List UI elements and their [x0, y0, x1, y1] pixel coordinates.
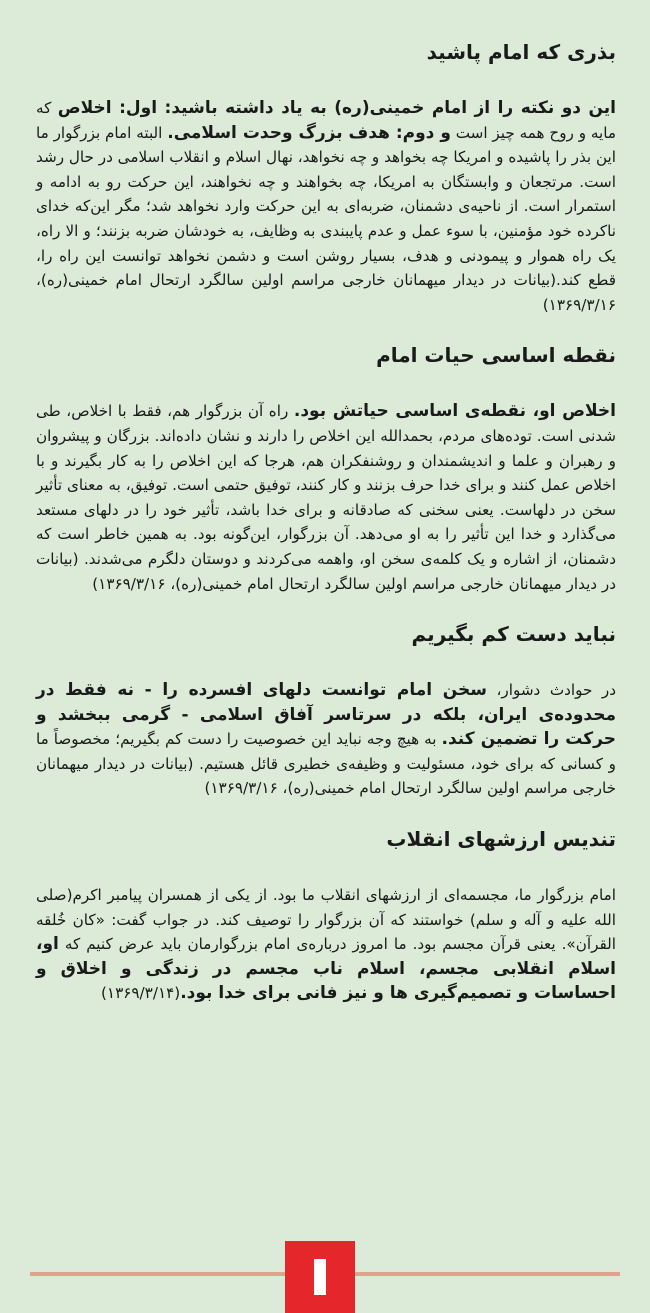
- body-text: در حوادث دشوار،: [486, 681, 616, 700]
- body-text: البته امام بزرگوار ما این بذر را پاشیده و امریکا چه بخواهد و چه نخواهد، نهال اسلام و انقلاب اسلامی در حال رشد است. مرتجعان و وابستگان به امریکا، چه بخواهند و چه نخواهند، این حرکت رو به ادامه و استمرار است. از ناحیه‌ی دشمنان، ضربه‌ای به این حرکت وارد نخواهد شد؛ مگر این‌که خدای ناکرده خود مؤمنین، با سوء عمل و عدم پایبندی به وظایف، به خودشان ضربه بزنند؛ و الا راه، یک راه هموار و پیمودنی و هدف، بسیار روشن است و دشمن نخواهد توانست این راه را، قطع کند.(بیانات در دیدار میهمانان خارجی مراسم اولین سالگرد ارتحال امام خمینی(ره)، ۱۳۶۹/۳/۱۶): [36, 123, 616, 314]
- section-4: [36, 825, 616, 1006]
- section-title: نباید دست کم بگیریم: [411, 622, 616, 647]
- section-2: [36, 341, 616, 596]
- body-text: که مایه و روح همه چیز است: [36, 99, 617, 142]
- body-text: به هیچ وجه نباید این خصوصیت را دست کم بگیریم؛ مخصوصاً ما و کسانی که برای خود، مسئولیت و وظیفه‌ی خطیری قائل هستیم. (بیانات در دیدار میهمانان خارجی مراسم اولین سالگرد ارتحال امام خمینی(ره)، ۱۳۶۹/۳/۱۶): [36, 730, 616, 798]
- section-body: [36, 883, 616, 1006]
- bold-text: او، اسلام انقلابی مجسم، اسلام ناب مجسم در زندگی و اخلاق و احساسات و تصمیم‌گیری ها و نیز فانی برای خدا بود.: [36, 934, 616, 1004]
- page-marker: [285, 1241, 355, 1313]
- bold-text: سخن امام توانست دلهای افسرده را - نه فقط در محدوده‌ی ایران، بلکه در سرتاسر آفاق اسلامی - گرمی ببخشد و حرکت را تضمین کند.: [36, 680, 617, 750]
- body-text: (۱۳۶۹/۳/۱۴): [100, 984, 181, 1003]
- body-text: راه آن بزرگوار هم، فقط با اخلاص، طی شدنی است. توده‌های مردم، بحمدالله این اخلاص را دارند و نشان داده‌اند. بزرگان و پیشروان و رهبران و علما و اندیشمندان و روشنفکران هم، هرجا که این اخلاص را به کار بگیرند و با اخلاص عمل کنند و برای خدا حرف بزنند و کار کنند، توفیق حتمی است. توفیق، به معنای تأثیر سخن در دلهاست. یعنی سخنی که صادقانه و برای خدا باشد، تأثیر خود را در دلهای مستعد می‌گذارد و خدا این تأثیر را به او می‌دهد. آن بزرگوار، این‌گونه بود. به همین خاطر است که دشمنان، از اشاره و یک کلمه‌ی سخن او، واهمه می‌کردند و دوستان دلگرم می‌شدند. (بیانات در دیدار میهمانان خارجی مراسم اولین سالگرد ارتحال امام خمینی(ره)، ۱۳۶۹/۳/۱۶): [36, 402, 616, 593]
- bold-text: این دو نکته را از امام خمینی(ره) به یاد داشته باشید: اول: اخلاص: [57, 98, 616, 118]
- body-text: امام بزرگوار ما، مجسمه‌ای از ارزشهای انقلاب ما بود. از یکی از همسران پیامبر اکرم(صلی الله علیه و آله و سلم) خواستند که آن بزرگوار را توصیف کند. در جواب گفت: «کان خُلقه القرآن». یعنی قرآن مجسم بود. ما امروز درباره‌ی امام بزرگوارمان باید عرض کنیم که: [36, 886, 616, 954]
- section-body: [36, 399, 616, 596]
- bold-text: و دوم: هدف بزرگ وحدت اسلامی.: [167, 122, 451, 143]
- page-marker-bar-icon: [314, 1259, 326, 1295]
- section-1: [36, 38, 616, 317]
- section-title: تندیس ارزشهای انقلاب: [386, 827, 616, 852]
- section-title: نقطه اساسی حیات امام: [376, 343, 616, 368]
- section-body: [36, 96, 616, 317]
- section-title: بذری که امام پاشید: [426, 40, 616, 64]
- section-3: [36, 620, 616, 801]
- bold-text: اخلاص او، نقطه‌ی اساسی حیاتش بود.: [293, 401, 616, 422]
- section-body: [36, 678, 616, 801]
